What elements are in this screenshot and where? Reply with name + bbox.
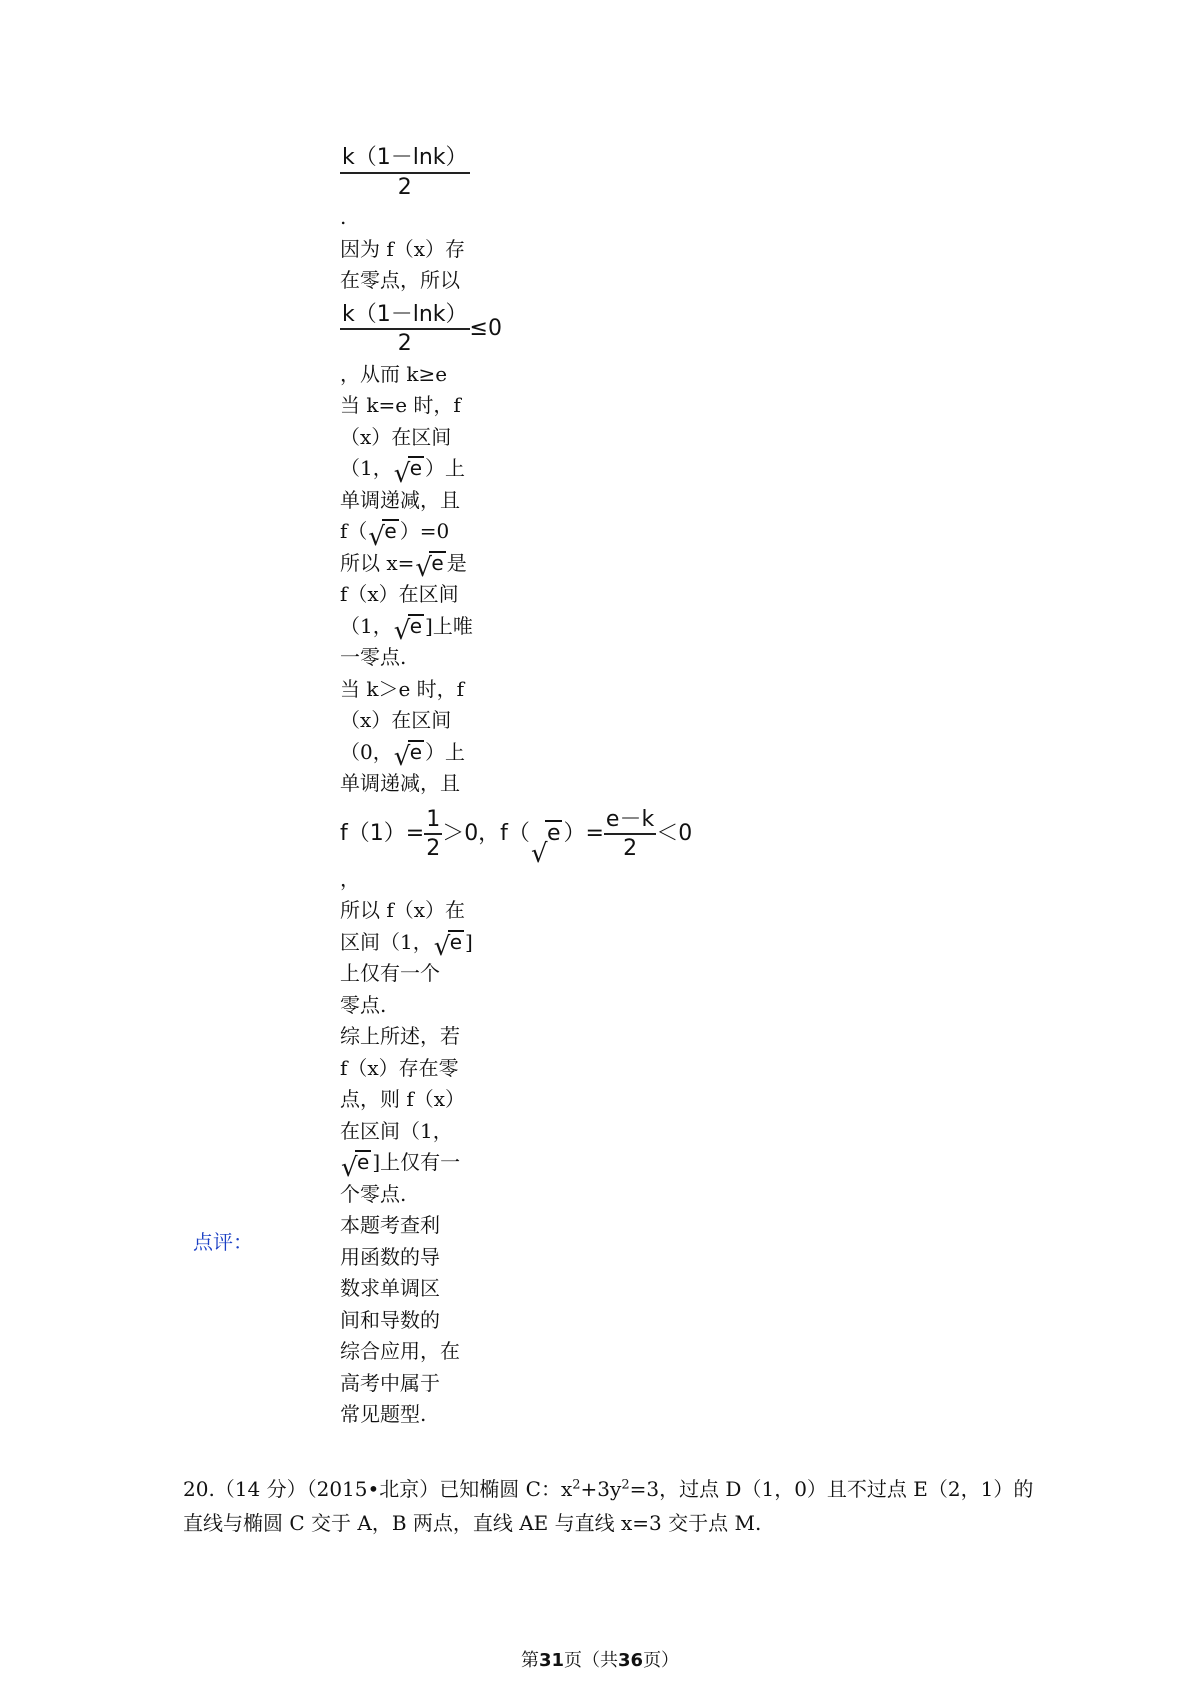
fraction-k-lnk-2: $\frac{k(1-\ln k)}{2}$ — [342, 301, 468, 356]
text-line: f（x）存在零 — [340, 1055, 459, 1080]
text-line: 综上所述，若 — [340, 1024, 460, 1048]
fraction-line — [340, 140, 640, 202]
sqrt-e: √ e — [530, 820, 561, 869]
question-20-line-1: 20.（14 分）（2015•北京）已知椭圆 C：$x^2+3y^2=3$，过点 D（1，0）且不过点 E（2，1）的 — [183, 1477, 1034, 1501]
text-line: ，从而 k≥e — [340, 361, 448, 386]
sqrt-e: √ e — [341, 1150, 370, 1183]
text-line: 在零点，所以 — [340, 268, 460, 292]
sqrt-e: √ e — [433, 929, 463, 962]
fraction-k-lnk: $\frac{k(1-\ln k)}{2}$ — [342, 145, 468, 200]
text-line: 零点. — [340, 992, 387, 1017]
sqrt-e: √ e — [415, 550, 444, 583]
text-line: 单调递减，且 — [340, 771, 460, 795]
review-line: 数求单调区 — [340, 1276, 440, 1300]
text-line: 上仅有一个 — [340, 961, 440, 985]
formula-line: f（1）= $\frac{1}{2}$ ＞0，f（ √ e ）= $\frac{e-k}{2}$ ＜0 — [340, 802, 640, 864]
text-line: √ e ]上仅有一 — [340, 1147, 640, 1179]
text-line: ， — [340, 866, 360, 891]
sqrt-e: √ e — [368, 519, 397, 552]
text-line: . — [340, 205, 347, 229]
text-line: （x）在区间 — [340, 708, 452, 732]
text-line: f（x）在区间 — [340, 582, 459, 606]
page-footer: 第31页（共36页） — [520, 1650, 680, 1671]
text-line: 个零点. — [340, 1181, 407, 1206]
sqrt-e: √ e — [393, 613, 423, 646]
review-label: 点评： — [193, 1230, 253, 1254]
text-line: 区间（1， √ e ] — [340, 927, 640, 959]
total-pages: 36 — [618, 1650, 644, 1671]
fraction-e-minus-k: $\frac{e-k}{2}$ — [605, 806, 655, 861]
page-number: 31 — [538, 1650, 564, 1671]
fraction-line: $\frac{k(1-\ln k)}{2}$ ≤0 — [342, 301, 502, 356]
solution-column — [340, 140, 693, 1431]
text-line: 一零点. — [340, 645, 407, 669]
text-line: （1， √ e ）上 — [340, 453, 640, 485]
text-line: 当 k＞e 时，f — [340, 676, 465, 701]
question-20-line-2: 直线与椭圆 C 交于 A，B 两点，直线 AE 与直线 x=3 交于点 M. — [183, 1511, 762, 1535]
text-line: 单调递减，且 — [340, 487, 460, 512]
question-20 — [183, 1472, 1043, 1540]
review-line: 用函数的导 — [340, 1244, 440, 1269]
review-line: 高考中属于 — [340, 1370, 440, 1395]
text-line: （0， √ e ）上 — [340, 737, 640, 769]
review-line: 本题考查利 — [340, 1213, 440, 1237]
fraction-one-half: $\frac{1}{2}$ — [426, 806, 441, 861]
sqrt-e: √ e — [393, 456, 423, 489]
text-line: 所以 f（x）在 — [340, 898, 466, 922]
text-line: f（ √ e ）=0 — [340, 516, 640, 548]
text-line: （1， √ e ]上唯 — [340, 611, 640, 643]
text-line: 当 k=e 时，f — [340, 393, 461, 417]
text-line: 点，则 f（x） — [340, 1087, 466, 1111]
sqrt-e: √ e — [393, 739, 423, 772]
review-line: 常见题型. — [340, 1402, 427, 1426]
text-line: 因为 f（x）存 — [340, 236, 466, 261]
review-line: 间和导数的 — [340, 1307, 440, 1332]
text-line: （x）在区间 — [340, 424, 452, 449]
text-line: 在区间（1， — [340, 1118, 453, 1143]
text-line: 所以 x= √ e 是 — [340, 548, 640, 580]
review-line: 综合应用，在 — [340, 1339, 460, 1363]
